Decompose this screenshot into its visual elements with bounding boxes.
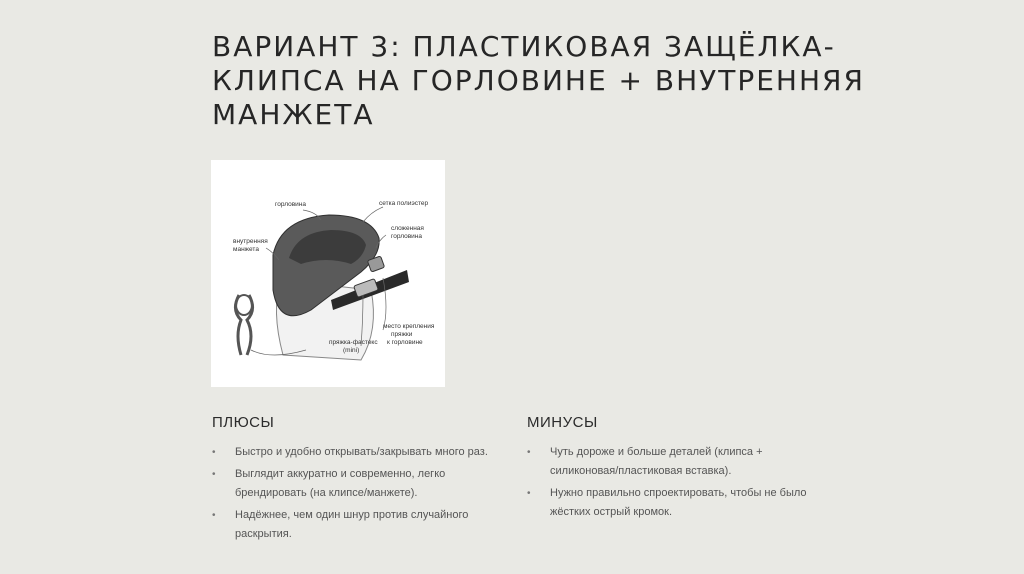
label-folded: горловина bbox=[391, 233, 423, 240]
buckle-detail-icon bbox=[235, 295, 252, 355]
leader-line bbox=[363, 207, 383, 222]
buckle-detail-loop bbox=[236, 295, 252, 315]
slide-title bbox=[212, 30, 865, 132]
label-mount: пряжки bbox=[391, 331, 413, 338]
list-item: • Нужно правильно спроектировать, чтобы не было жёстких острый кромок. bbox=[527, 484, 827, 522]
cons-section bbox=[527, 414, 827, 525]
label-buckle: (mini) bbox=[343, 347, 360, 354]
label-cuff: внутренняя bbox=[233, 238, 268, 245]
label-cuff: манжета bbox=[233, 246, 259, 253]
list-item: • Выглядит аккуратно и современно, легко брендировать (на клипсе/манжете). bbox=[212, 465, 512, 503]
cons-heading: МИНУСЫ bbox=[527, 414, 598, 431]
label-neck: горловина bbox=[275, 201, 307, 208]
pros-heading: ПЛЮСЫ bbox=[212, 414, 275, 431]
cons-list bbox=[527, 443, 827, 522]
list-item: • Надёжнее, чем один шнур против случайного раскрытия. bbox=[212, 506, 512, 544]
collar-diagram bbox=[211, 160, 445, 387]
slide-title-line: КЛИПСА НА ГОРЛОВИНЕ + ВНУТРЕННЯЯ bbox=[212, 64, 865, 97]
label-mesh: сетка полиэстер bbox=[379, 200, 429, 207]
slide-title-line: МАНЖЕТА bbox=[212, 98, 375, 131]
label-buckle: пряжка-фастекс bbox=[329, 339, 378, 346]
label-mount: место крепления bbox=[383, 323, 435, 330]
collar-diagram-svg bbox=[211, 160, 445, 387]
label-mount: к горловине bbox=[387, 339, 423, 346]
list-item: • Чуть дороже и больше деталей (клипса + силиконовая/пластиковая вставка). bbox=[527, 443, 827, 481]
slide-title-line: ВАРИАНТ 3: ПЛАСТИКОВАЯ ЗАЩЁЛКА- bbox=[212, 30, 836, 63]
label-folded: сложенная bbox=[391, 225, 424, 232]
pros-section bbox=[212, 414, 512, 547]
pros-list bbox=[212, 443, 512, 544]
list-item: • Быстро и удобно открывать/закрывать много раз. bbox=[212, 443, 512, 462]
